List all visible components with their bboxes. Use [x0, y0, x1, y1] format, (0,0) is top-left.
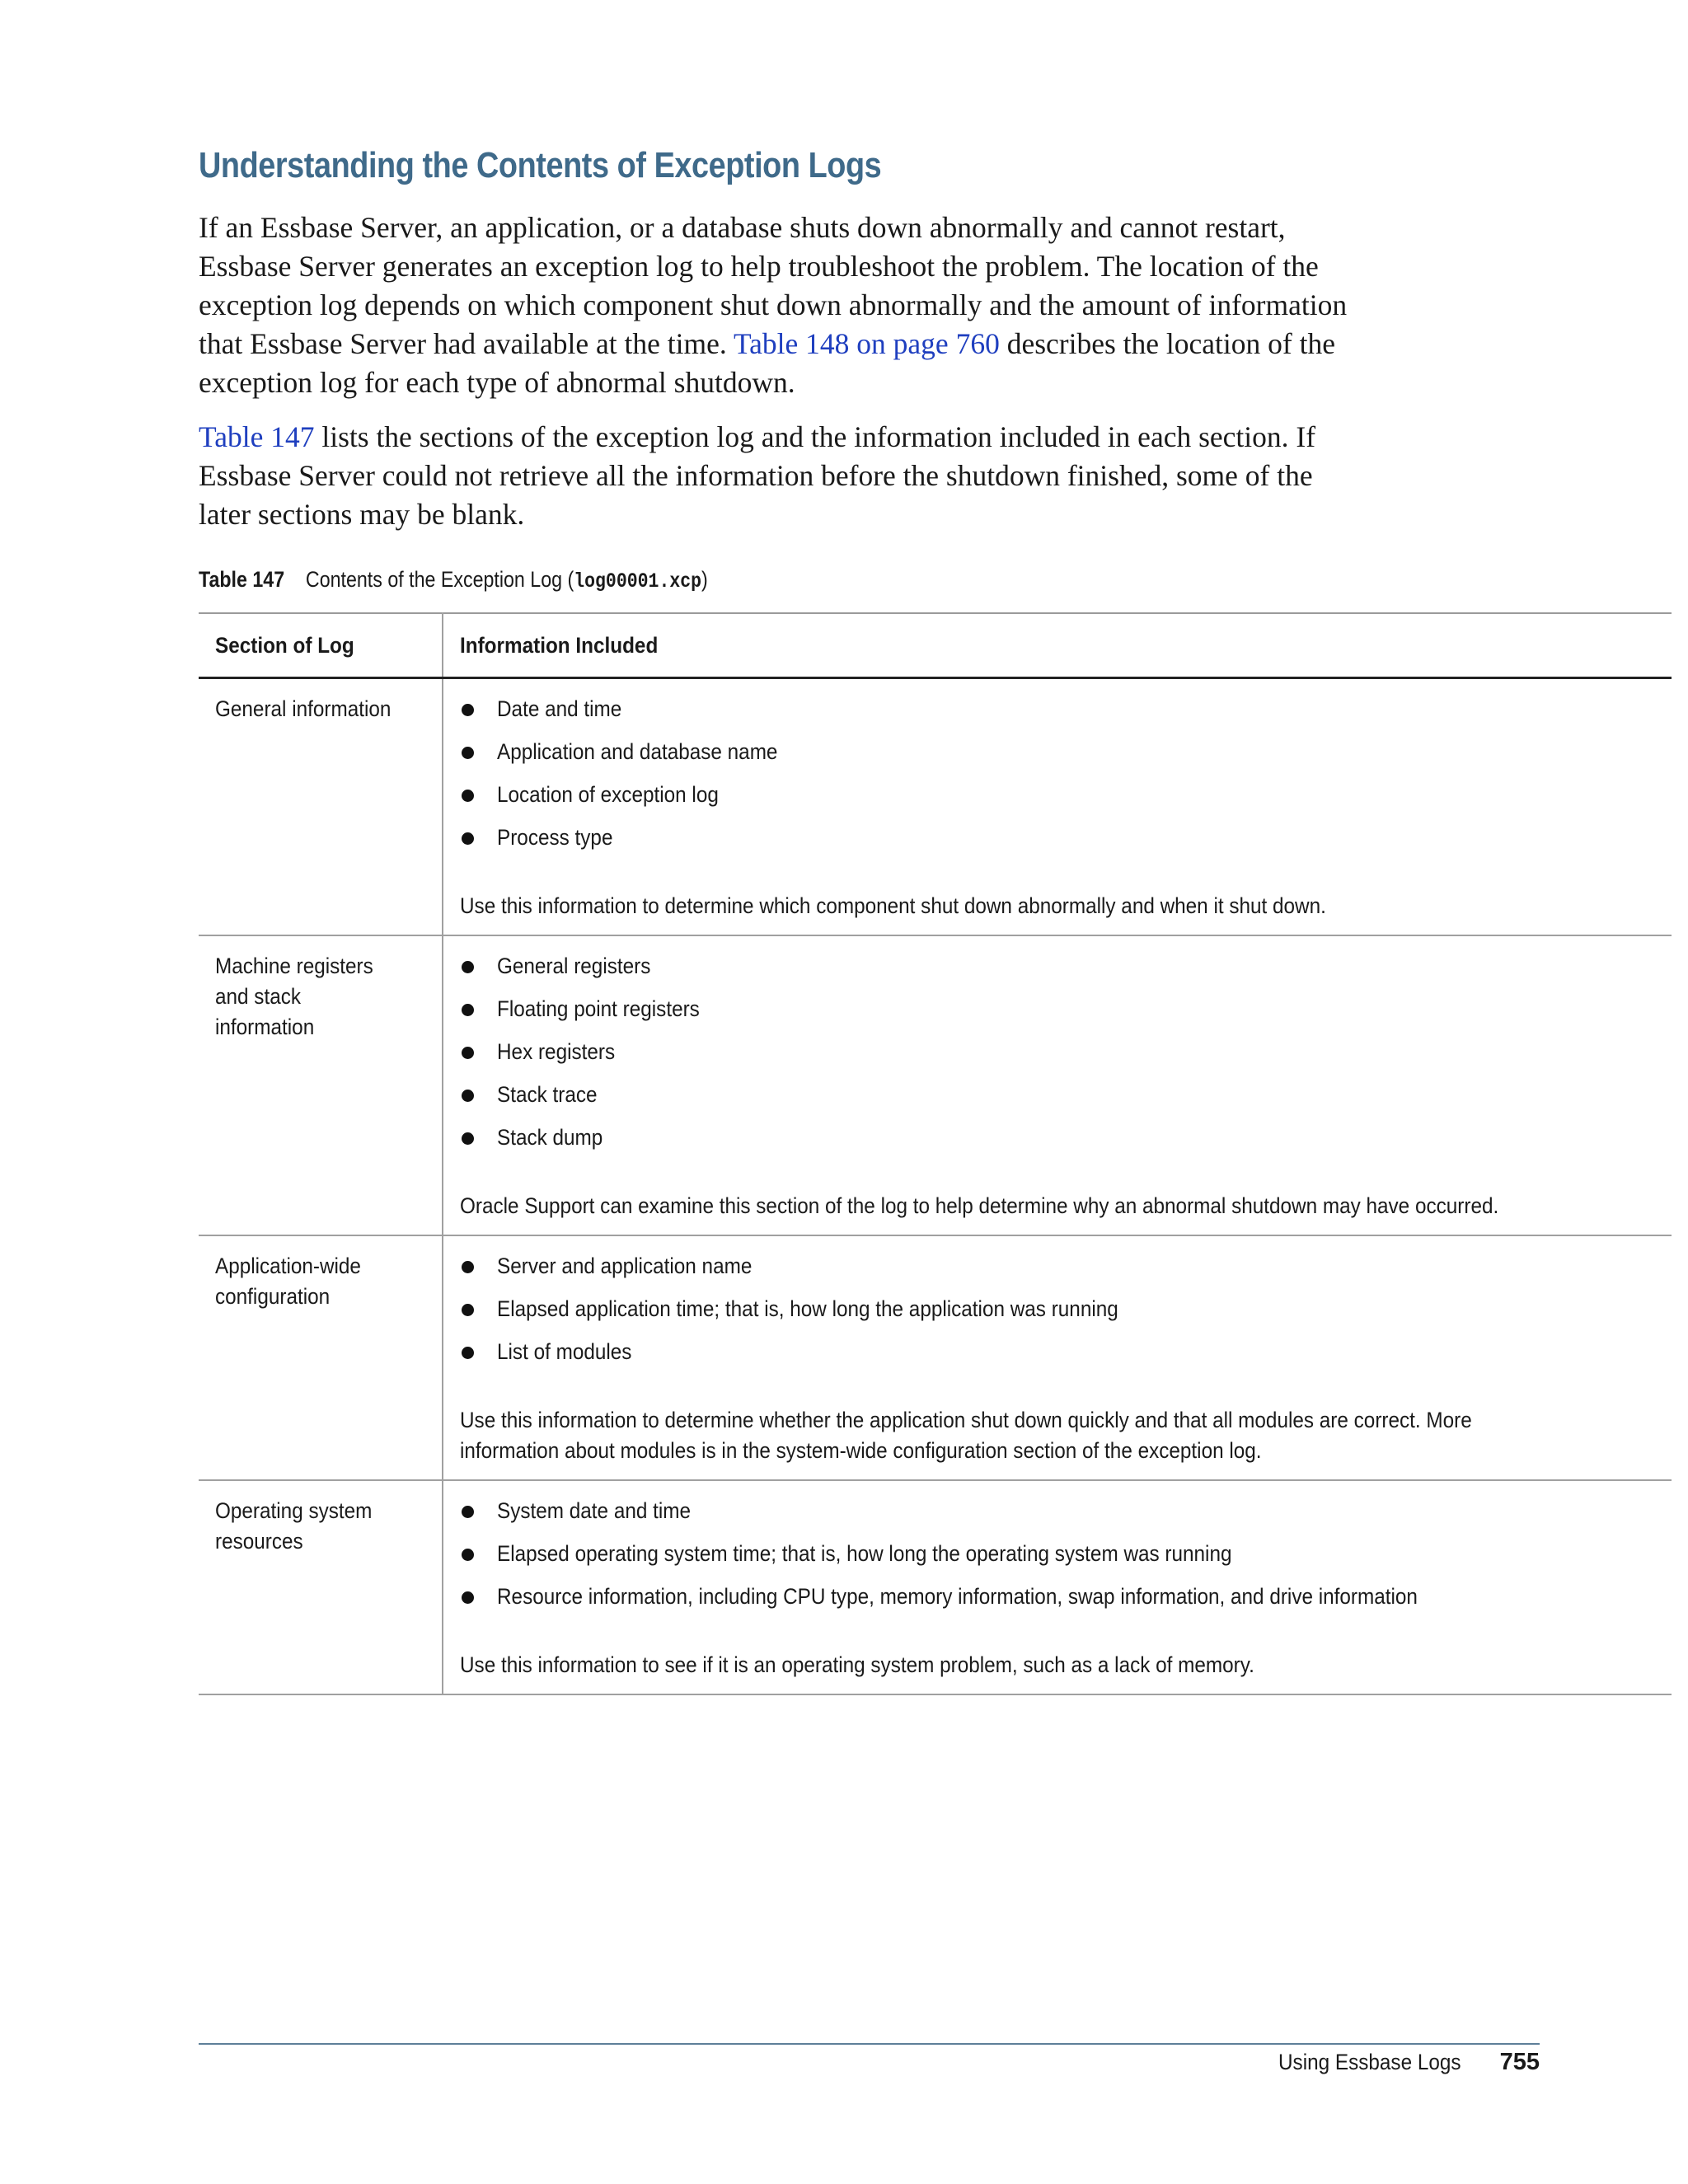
list-item: System date and time — [460, 1496, 1655, 1539]
header-information-included: Information Included — [443, 613, 1672, 678]
footer-page-number: 755 — [1499, 2049, 1540, 2075]
table-header-row — [199, 613, 1672, 678]
list-item: Stack dump — [460, 1122, 1655, 1165]
list-item: Stack trace — [460, 1080, 1655, 1122]
page-footer — [1278, 2049, 1540, 2076]
info-list — [460, 1251, 1655, 1380]
table-row — [199, 678, 1672, 936]
table-caption-number: Table 147 — [199, 567, 285, 592]
header-section-of-log: Section of Log — [199, 613, 443, 678]
section-cell: General information — [199, 678, 443, 936]
list-item: Elapsed operating system time; that is, how long the operating system was running — [460, 1539, 1655, 1582]
table-148-link[interactable]: Table 148 on page 760 — [733, 327, 1000, 360]
table-caption-close: ) — [701, 567, 708, 592]
intro-text-start: If an Essbase Server, an application, or a database shuts down abnormally and cannot restart, Essbase Server generates an exception log to help troubleshoot the problem. The location of the exception log depends on which component shut down abnormally and the amount of information that Essbase Server had available at the time. — [199, 211, 1348, 360]
info-cell — [443, 1235, 1672, 1480]
intro-paragraph — [199, 209, 1369, 402]
list-item: Date and time — [460, 694, 1655, 737]
info-note: Oracle Support can examine this section of the log to help determine why an abnormal shutdown may have occurred. — [460, 1193, 1499, 1218]
section-cell: Machine registers and stack information — [199, 935, 443, 1235]
info-list — [460, 694, 1655, 865]
info-list — [460, 951, 1655, 1165]
info-cell — [443, 935, 1672, 1235]
table-caption-filename: log00001.xcp — [574, 569, 702, 593]
info-cell — [443, 1480, 1672, 1694]
section-cell: Operating system resources — [199, 1480, 443, 1694]
section-cell: Application-wide configuration — [199, 1235, 443, 1480]
list-item: Location of exception log — [460, 780, 1655, 823]
list-item: Application and database name — [460, 737, 1655, 780]
list-item: Process type — [460, 823, 1655, 865]
table-147-link[interactable]: Table 147 — [199, 420, 315, 453]
table-description-paragraph — [199, 418, 1369, 534]
list-item: Elapsed application time; that is, how long the application was running — [460, 1294, 1655, 1337]
table-description-text: lists the sections of the exception log and the information included in each section. If Essbase Server could not retrieve all the information before the shutdown finished, some of the later sections may be blank. — [199, 420, 1316, 531]
list-item: List of modules — [460, 1337, 1655, 1380]
table-row — [199, 935, 1672, 1235]
info-note: Use this information to see if it is an operating system problem, such as a lack of memory. — [460, 1652, 1254, 1677]
table-row — [199, 1480, 1672, 1694]
table-row — [199, 1235, 1672, 1480]
section-heading: Understanding the Contents of Exception Logs — [199, 145, 882, 185]
footer-rule — [199, 2043, 1540, 2045]
list-item: Hex registers — [460, 1037, 1655, 1080]
info-list — [460, 1496, 1655, 1624]
intro-text-end: describes the location of the exception log for each type of abnormal shutdown. — [199, 327, 1335, 399]
table-caption-title: Contents of the Exception Log ( — [305, 567, 574, 592]
info-note: Use this information to determine which component shut down abnormally and when it shut down. — [460, 893, 1326, 918]
table-caption — [199, 567, 708, 593]
info-cell — [443, 678, 1672, 936]
footer-chapter-title: Using Essbase Logs — [1278, 2050, 1461, 2074]
list-item: Resource information, including CPU type, memory information, swap information, and drive information — [460, 1582, 1655, 1624]
exception-log-table — [199, 612, 1672, 1695]
info-note: Use this information to determine whether the application shut down quickly and that all modules are correct. More information about modules is in the system-wide configuration section of the exception log. — [460, 1408, 1472, 1463]
list-item: Floating point registers — [460, 994, 1655, 1037]
list-item: Server and application name — [460, 1251, 1655, 1294]
list-item: General registers — [460, 951, 1655, 994]
